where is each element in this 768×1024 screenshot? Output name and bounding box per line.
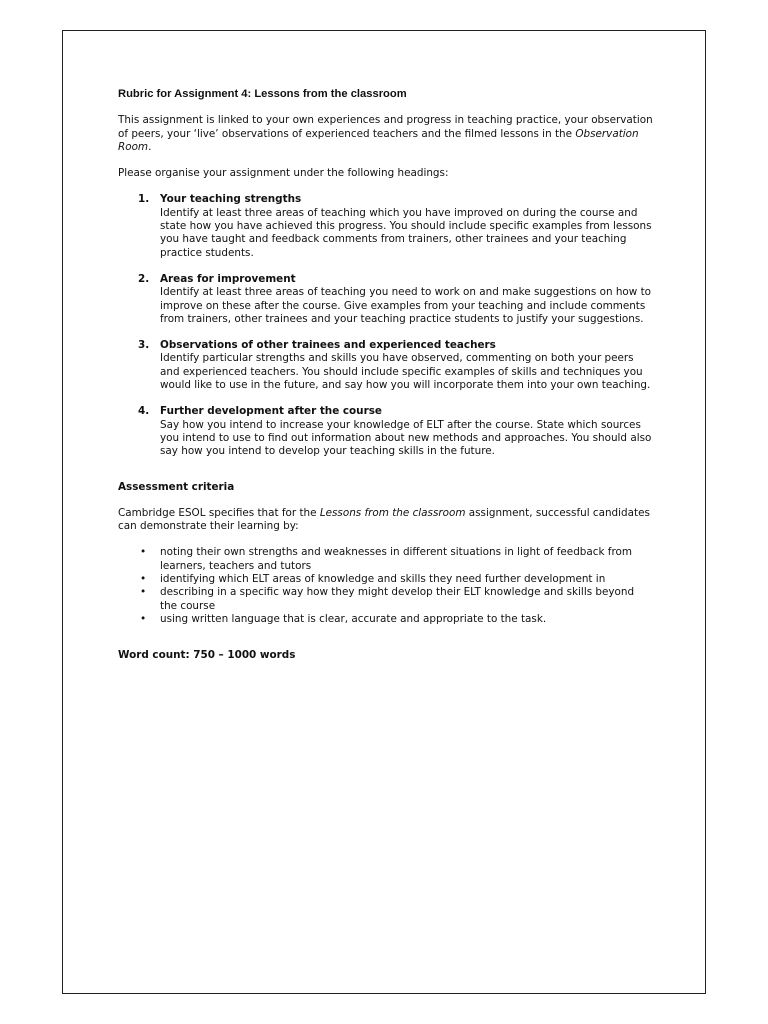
word-count: Word count: 750 – 1000 words (118, 649, 296, 662)
bullet-icon: • (140, 546, 147, 559)
bullet-icon: • (140, 586, 147, 599)
criteria-text: describing in a specific way how they might develop their ELT knowledge and skills beyond the course (160, 586, 635, 612)
heading-item (118, 339, 653, 392)
heading-title: Observations of other trainees and experienced teachers (160, 339, 496, 352)
criteria-text: using written language that is clear, accurate and appropriate to the task. (160, 612, 547, 625)
heading-item (118, 405, 653, 458)
intro-text: This assignment is linked to your own experiences and progress in teaching practice, your observation of peers, your ‘live’ observations of experienced teachers and the filmed lessons in the (118, 114, 653, 140)
heading-body: Identify at least three areas of teaching which you have improved on during the course and state how you have achieved this progress. You should include specific examples from lessons you have taught and feedback comments from trainers, other trainees and your teaching practice students. (160, 206, 652, 259)
heading-item (118, 273, 653, 326)
bullet-icon: • (140, 573, 147, 586)
criteria-item (118, 613, 653, 626)
assessment-intro-italic: Lessons from the classroom (319, 506, 466, 519)
heading-title: Areas for improvement (160, 272, 296, 285)
headings-list (118, 193, 653, 458)
criteria-item (118, 573, 653, 586)
heading-number: 1. (138, 193, 150, 206)
heading-title: Your teaching strengths (160, 193, 302, 206)
heading-item (118, 193, 653, 259)
heading-number: 4. (138, 405, 150, 418)
assessment-intro-text: Cambridge ESOL specifies that for the (118, 506, 320, 519)
criteria-text: noting their own strengths and weaknesses in different situations in light of feedback from learners, teachers and tutors (160, 546, 632, 572)
assessment-intro (118, 507, 653, 534)
heading-number: 3. (138, 339, 150, 352)
intro-italic-text: Observation Room (118, 127, 639, 153)
organise-paragraph: Please organise your assignment under the following headings: (118, 167, 449, 180)
assessment-intro-text-end: assignment, successful candidates can demonstrate their learning by: (118, 506, 650, 533)
criteria-item (118, 586, 653, 613)
criteria-text: identifying which ELT areas of knowledge and skills they need further development in (160, 573, 606, 586)
heading-number: 2. (138, 272, 150, 285)
heading-body: Identify at least three areas of teaching you need to work on and make suggestions on how to improve on these after the course. Give examples from your teaching and include comments from trainers, other trainees and your teaching practice students to justify your suggestions. (160, 286, 652, 325)
heading-body: Identify particular strengths and skills you have observed, commenting on both your peers and experienced teachers. You should include specific examples of skills and techniques you would like to use in the future, and say how you will incorporate them into your own teaching. (160, 352, 651, 392)
criteria-list (118, 546, 653, 626)
assessment-title: Assessment criteria (118, 480, 235, 493)
document-title: Rubric for Assignment 4: Lessons from the classroom (118, 88, 407, 100)
criteria-item (118, 546, 653, 573)
intro-text-end: . (148, 140, 152, 153)
bullet-icon: • (140, 612, 147, 625)
intro-paragraph (118, 114, 653, 154)
heading-title: Further development after the course (160, 405, 382, 418)
document-content (118, 88, 653, 663)
document-page (62, 30, 706, 994)
heading-body: Say how you intend to increase your knowledge of ELT after the course. State which sources you intend to use to find out information about new methods and approaches. You should also say how you intend to develop your teaching skills in the future. (160, 418, 652, 458)
